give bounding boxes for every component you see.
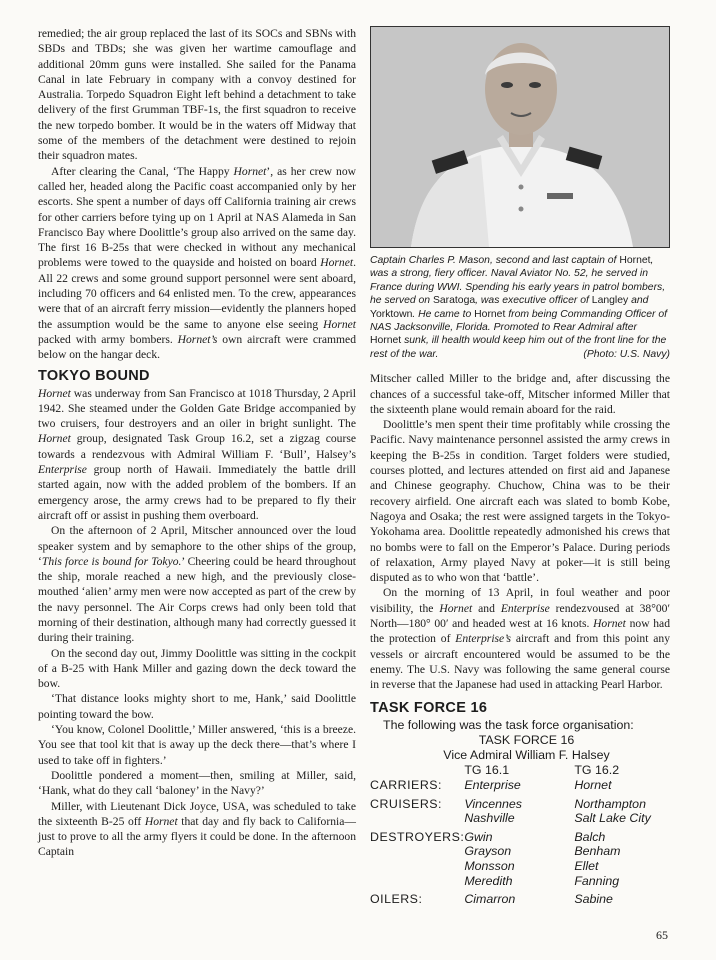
paragraph: On the second day out, Jimmy Doolittle was sitting in the cockpit of a B-25 with Hank Miller and gazing down the deck toward the bow. [38, 646, 356, 691]
portrait-illustration [371, 27, 669, 247]
paragraph: Doolittle pondered a moment—then, smiling at Miller, said, ‘Hank, what do they call ‘baloney’ in the Navy?’ [38, 768, 356, 798]
ship-name-tg-16-2: Salt Lake City [574, 811, 651, 826]
left-column [38, 26, 356, 860]
ship-category: CRUISERS: [370, 796, 442, 811]
task-force-organisation [370, 718, 670, 906]
ship-name-tg-16-1: Meredith [464, 873, 513, 888]
ship-name-tg-16-2: Northampton [574, 796, 646, 811]
paragraph: Miller, with Lieutenant Dick Joyce, USA, was scheduled to take the sixteenth B-25 off Hornet that day and fly back to California—just to prove to all the army flyers it could be done. In the afternoon Captain [38, 799, 356, 859]
ship-name-tg-16-2: Sabine [574, 892, 613, 907]
ship-name-tg-16-1: Vincennes [464, 796, 522, 811]
right-column [370, 26, 670, 907]
task-force-intro: The following was the task force organisation: [383, 718, 634, 733]
photo-caption: Captain Charles P. Mason, second and last captain of Hornet, was a strong, fiery officer. Naval Aviator No. 52, he served in France during WWI. Spending his early years in patrol bombers, he served on Saratoga, was executive officer of Langley and Yorktown. He came to Hornet from being Commanding Officer of NAS Jacksonville, Florida. Promoted to Rear Admiral after Hornet sunk, ill health would keep him out of the front line for the rest of the war. (Photo: U.S. Navy) [370, 255, 670, 360]
task-force-row [370, 888, 670, 907]
ship-name-tg-16-1: Enterprise [464, 778, 521, 793]
task-force-title: TASK FORCE 16 [478, 733, 575, 748]
ship-name-tg-16-2: Ellet [574, 859, 599, 874]
paragraph: Hornet was underway from San Francisco at 1018 Thursday, 2 April 1942. She steamed under the Golden Gate Bridge accompanied by two cruisers, four destroyers and an oiler in bright sunlight. The Hornet group, designated Task Group 16.2, set a zigzag course towards a rendezvous with Admiral William F. ‘Bull’, Halsey’s Enterprise group north of Hawaii. Immediately the battle drill started again, now with the added problem of the bombers. If an emergency arose, the army crews had to be prepared to fly their aircraft off or assist in pushing them overboard. [38, 386, 356, 522]
photo-credit: (Photo: U.S. Navy) [583, 348, 670, 360]
ship-name-tg-16-1: Cimarron [464, 892, 516, 907]
page-number: 65 [656, 928, 668, 942]
section-heading-task-force-16: TASK FORCE 16 [370, 700, 488, 717]
tg-16-1-header: TG 16.1 [464, 763, 510, 778]
task-force-row [370, 793, 670, 812]
ship-name-tg-16-1: Nashville [464, 811, 515, 826]
ship-name-tg-16-1: Monsson [464, 859, 515, 874]
tg-16-2-header: TG 16.2 [574, 763, 620, 778]
ship-name-tg-16-2: Balch [574, 829, 606, 844]
task-force-row [370, 826, 670, 845]
paragraph: ‘That distance looks mighty short to me, Hank,’ said Doolittle pointing toward the bow. [38, 692, 356, 721]
captain-portrait-photo [370, 26, 670, 248]
task-force-row [370, 778, 670, 793]
task-force-row [370, 844, 670, 859]
paragraph: On the afternoon of 2 April, Mitscher announced over the loud speaker system and by semaphore to the other ships of the group, ‘This force is bound for Tokyo.’ Cheering could be heard throughout the ship, morale reached a new high, and the previously close-mouthed ‘alien’ army men were now accepted as part of the crew by the navy personnel. The Air Corps crews had only been told that morning of their destination, although many had correctly guessed it during their training. [38, 524, 356, 645]
ship-name-tg-16-2: Benham [574, 844, 621, 859]
ship-category: CARRIERS: [370, 778, 442, 793]
task-force-row [370, 874, 670, 889]
task-force-table [370, 763, 670, 906]
ship-name-tg-16-1: Gwin [464, 829, 493, 844]
paragraph: Mitscher called Miller to the bridge and, after discussing the chances of a successful take-off, Mitscher informed Miller that the sixteenth plane would remain aboard for the raid. [370, 372, 670, 416]
ship-category: DESTROYERS: [370, 829, 465, 844]
paragraph: ‘You know, Colonel Doolittle,’ Miller answered, ‘this is a breeze. You see that tool kit that is away up the deck there—that’s where I used to take off in fighters.’ [38, 723, 356, 767]
task-force-row [370, 811, 670, 826]
paragraph: On the morning of 13 April, in foul weather and poor visibility, the Hornet and Enterprise rendezvoused at 38°00′ North—180° 00′ and headed west at 16 knots. Hornet now had the protection of Enterprise’s aircraft and from this point any vessels or aircraft encountered would be assumed to be the enemy. The U.S. Navy was following the same general course in reverse that the Japanese had used in attacking Pearl Harbor. [370, 586, 670, 692]
ship-category: OILERS: [370, 892, 423, 907]
task-force-row [370, 859, 670, 874]
paragraph: After clearing the Canal, ‘The Happy Hornet’, as her crew now called her, headed along the Pacific coast accompanied only by her escorts. She spent a number of days off California training air crews for other carriers before tying up on 1 April at NAS Alameda in San Francisco Bay where Doolittle’s group also arrived on the same day. The first 16 B-25s that were checked in without any mechanical problems were towed to the quayside and hoisted on board Hornet. All 22 crews and some ground support personnel were sent aboard, including 70 officers and 64 enlisted men. To the crew, appearances were that of an aircraft ferry mission—evidently the planners hoped the assumption would be the same to anyone else seeing Hornet packed with army bombers. Hornet’s own aircraft were crammed below on the hangar deck. [38, 164, 356, 362]
ship-name-tg-16-2: Hornet [574, 778, 612, 793]
paragraph: Doolittle’s men spent their time profitably while crossing the Pacific. Navy maintenance personnel assisted the army crews in keeping the B-25s in condition. Target folders were studied, courses plotted, and lectures attended on first aid and Japanese and Chinese geography. Chuchow, China was to be their recovery airfield. One aircraft each was slated to bomb Kobe, Nagoya and Osaka; the rest were assigned targets in the Tokyo-Yokohama area. Doolittle repeatedly admonished his crews that no bombs were to fall on the Emperor’s Palace. During periods of relaxation, Army played Navy at poker—it is still being disputed as to who won that ‘battle’. [370, 418, 670, 585]
section-heading-tokyo-bound: TOKYO BOUND [38, 367, 150, 384]
paragraph: remedied; the air group replaced the last of its SOCs and SBNs with SBDs and TBDs; she was given her wartime camouflage and additional 20mm guns were installed. She sailed for the Panama Canal in late February in company with a convoy destined for Australia. Torpedo Squadron Eight left behind a detachment to take delivery of the first Grumman TBF-1s, the first squadron to receive the new torpedo bomber. It would be in the waters off Midway that some of the members of the detachment were destined to rejoin their squadron mates. [38, 27, 356, 163]
ship-name-tg-16-1: Grayson [464, 844, 512, 859]
ship-name-tg-16-2: Fanning [574, 873, 620, 888]
task-force-commander: Vice Admiral William F. Halsey [443, 748, 610, 763]
